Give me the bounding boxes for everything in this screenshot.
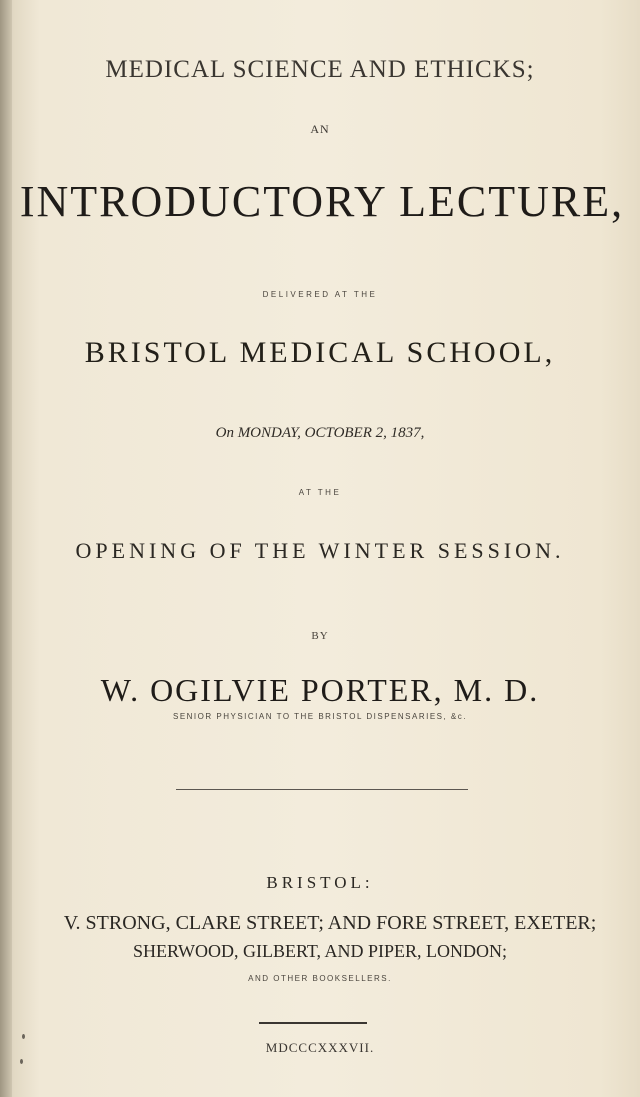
imprint-publisher-text-1: V. STRONG, CLARE STREET; AND FORE STREET, EXETER; (63, 912, 597, 934)
by-line: BY (311, 630, 329, 642)
author-title: SENIOR PHYSICIAN TO THE BRISTOL DISPENSARIES, &c. (172, 712, 467, 721)
at-the-line: AT THE (298, 488, 342, 497)
short-divider-rule (259, 1022, 367, 1024)
imprint-date: MDCCCXXXVII. (265, 1040, 375, 1055)
session-line: OPENING OF THE WINTER SESSION. (75, 538, 565, 563)
imprint-publisher-line-1 (0, 912, 640, 935)
school-name: BRISTOL MEDICAL SCHOOL, (84, 336, 556, 369)
imprint-publisher-line-3: AND OTHER BOOKSELLERS. (248, 974, 392, 983)
title-line-an: AN (310, 122, 330, 136)
title-line-medical-science: MEDICAL SCIENCE AND ETHICKS; (105, 56, 535, 83)
page-speck (20, 1059, 23, 1064)
imprint-publisher-line-2: SHERWOOD, GILBERT, AND PIPER, LONDON; (132, 941, 508, 961)
date-line: On MONDAY, OCTOBER 2, 1837, (215, 425, 425, 441)
page-speck (22, 1034, 25, 1039)
delivered-at-line: DELIVERED AT THE (262, 290, 378, 299)
main-title: INTRODUCTORY LECTURE, (19, 177, 625, 226)
imprint-place: BRISTOL: (266, 873, 374, 892)
author-name: W. OGILVIE PORTER, M. D. (100, 672, 540, 708)
divider-rule (176, 789, 468, 790)
